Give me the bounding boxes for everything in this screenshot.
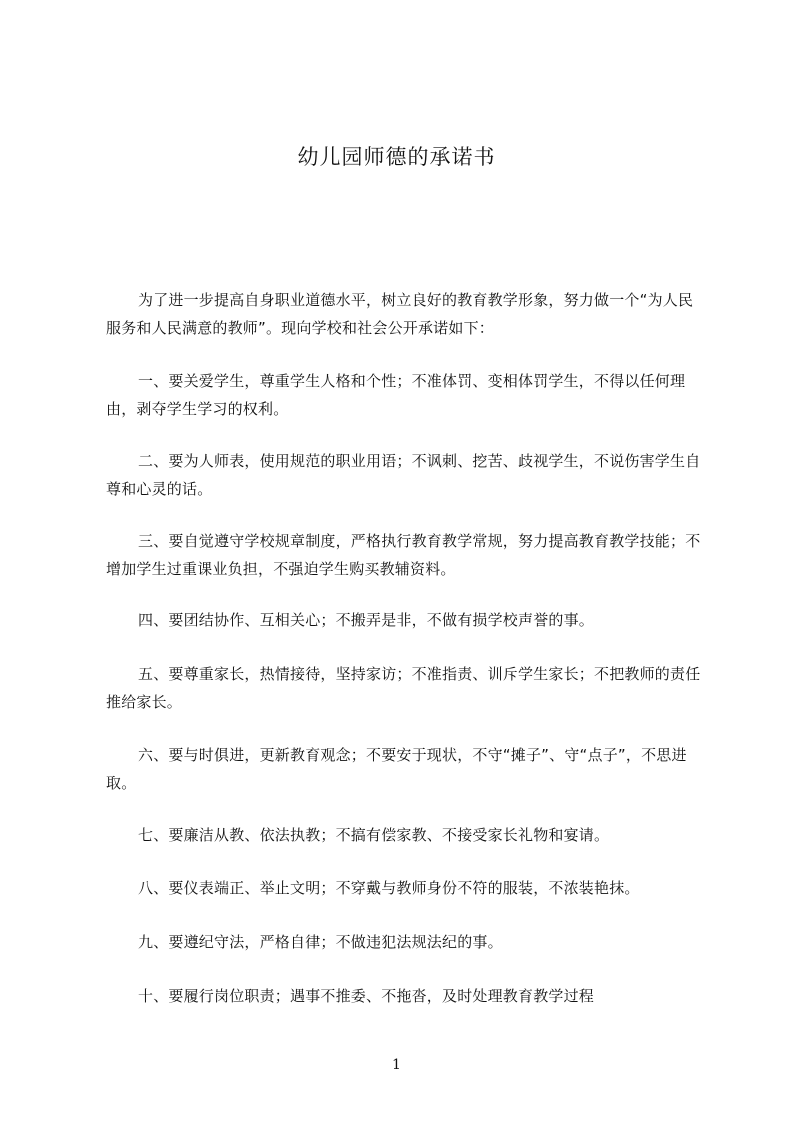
pledge-item-5: 五、要尊重家长，热情接待，坚持家访；不准指责、训斥学生家长；不把教师的责任推给家长。 <box>106 665 701 711</box>
pledge-item-6: 六、要与时俱进，更新教育观念；不要安于现状，不守“摊子”、守“点子”，不思进取。 <box>106 746 687 792</box>
pledge-item-3: 三、要自觉遵守学校规章制度，严格执行教育教学常规，努力提高教育教学技能；不增加学生过重课业负担，不强迫学生购买教辅资料。 <box>106 532 701 578</box>
page-number: 1 <box>392 1057 401 1073</box>
pledge-item-8: 八、要仪表端正、举止文明；不穿戴与教师身份不符的服装，不浓装艳抹。 <box>138 879 640 897</box>
page-title: 幼儿园师德的承诺书 <box>297 145 496 169</box>
pledge-item-10: 十、要履行岗位职责；遇事不推委、不拖沓，及时处理教育教学过程 <box>138 987 595 1005</box>
pledge-item-9: 九、要遵纪守法，严格自律；不做违犯法规法纪的事。 <box>138 933 503 951</box>
pledge-item-4: 四、要团结协作、互相关心；不搬弄是非，不做有损学校声誉的事。 <box>138 611 595 629</box>
pledge-item-1: 一、要关爱学生，尊重学生人格和个性；不准体罚、变相体罚学生，不得以任何理由，剥夺学生学习的权利。 <box>106 372 686 418</box>
pledge-item-2: 二、要为人师表，使用规范的职业用语；不讽刺、挖苦、歧视学生，不说伤害学生自尊和心灵的话。 <box>106 452 701 498</box>
intro-paragraph: 为了进一步提高自身职业道德水平，树立良好的教育教学形象，努力做一个“为人民服务和人民满意的教师”。现向学校和社会公开承诺如下： <box>106 291 694 337</box>
pledge-item-7: 七、要廉洁从教、依法执教；不搞有偿家教、不接受家长礼物和宴请。 <box>138 826 610 844</box>
